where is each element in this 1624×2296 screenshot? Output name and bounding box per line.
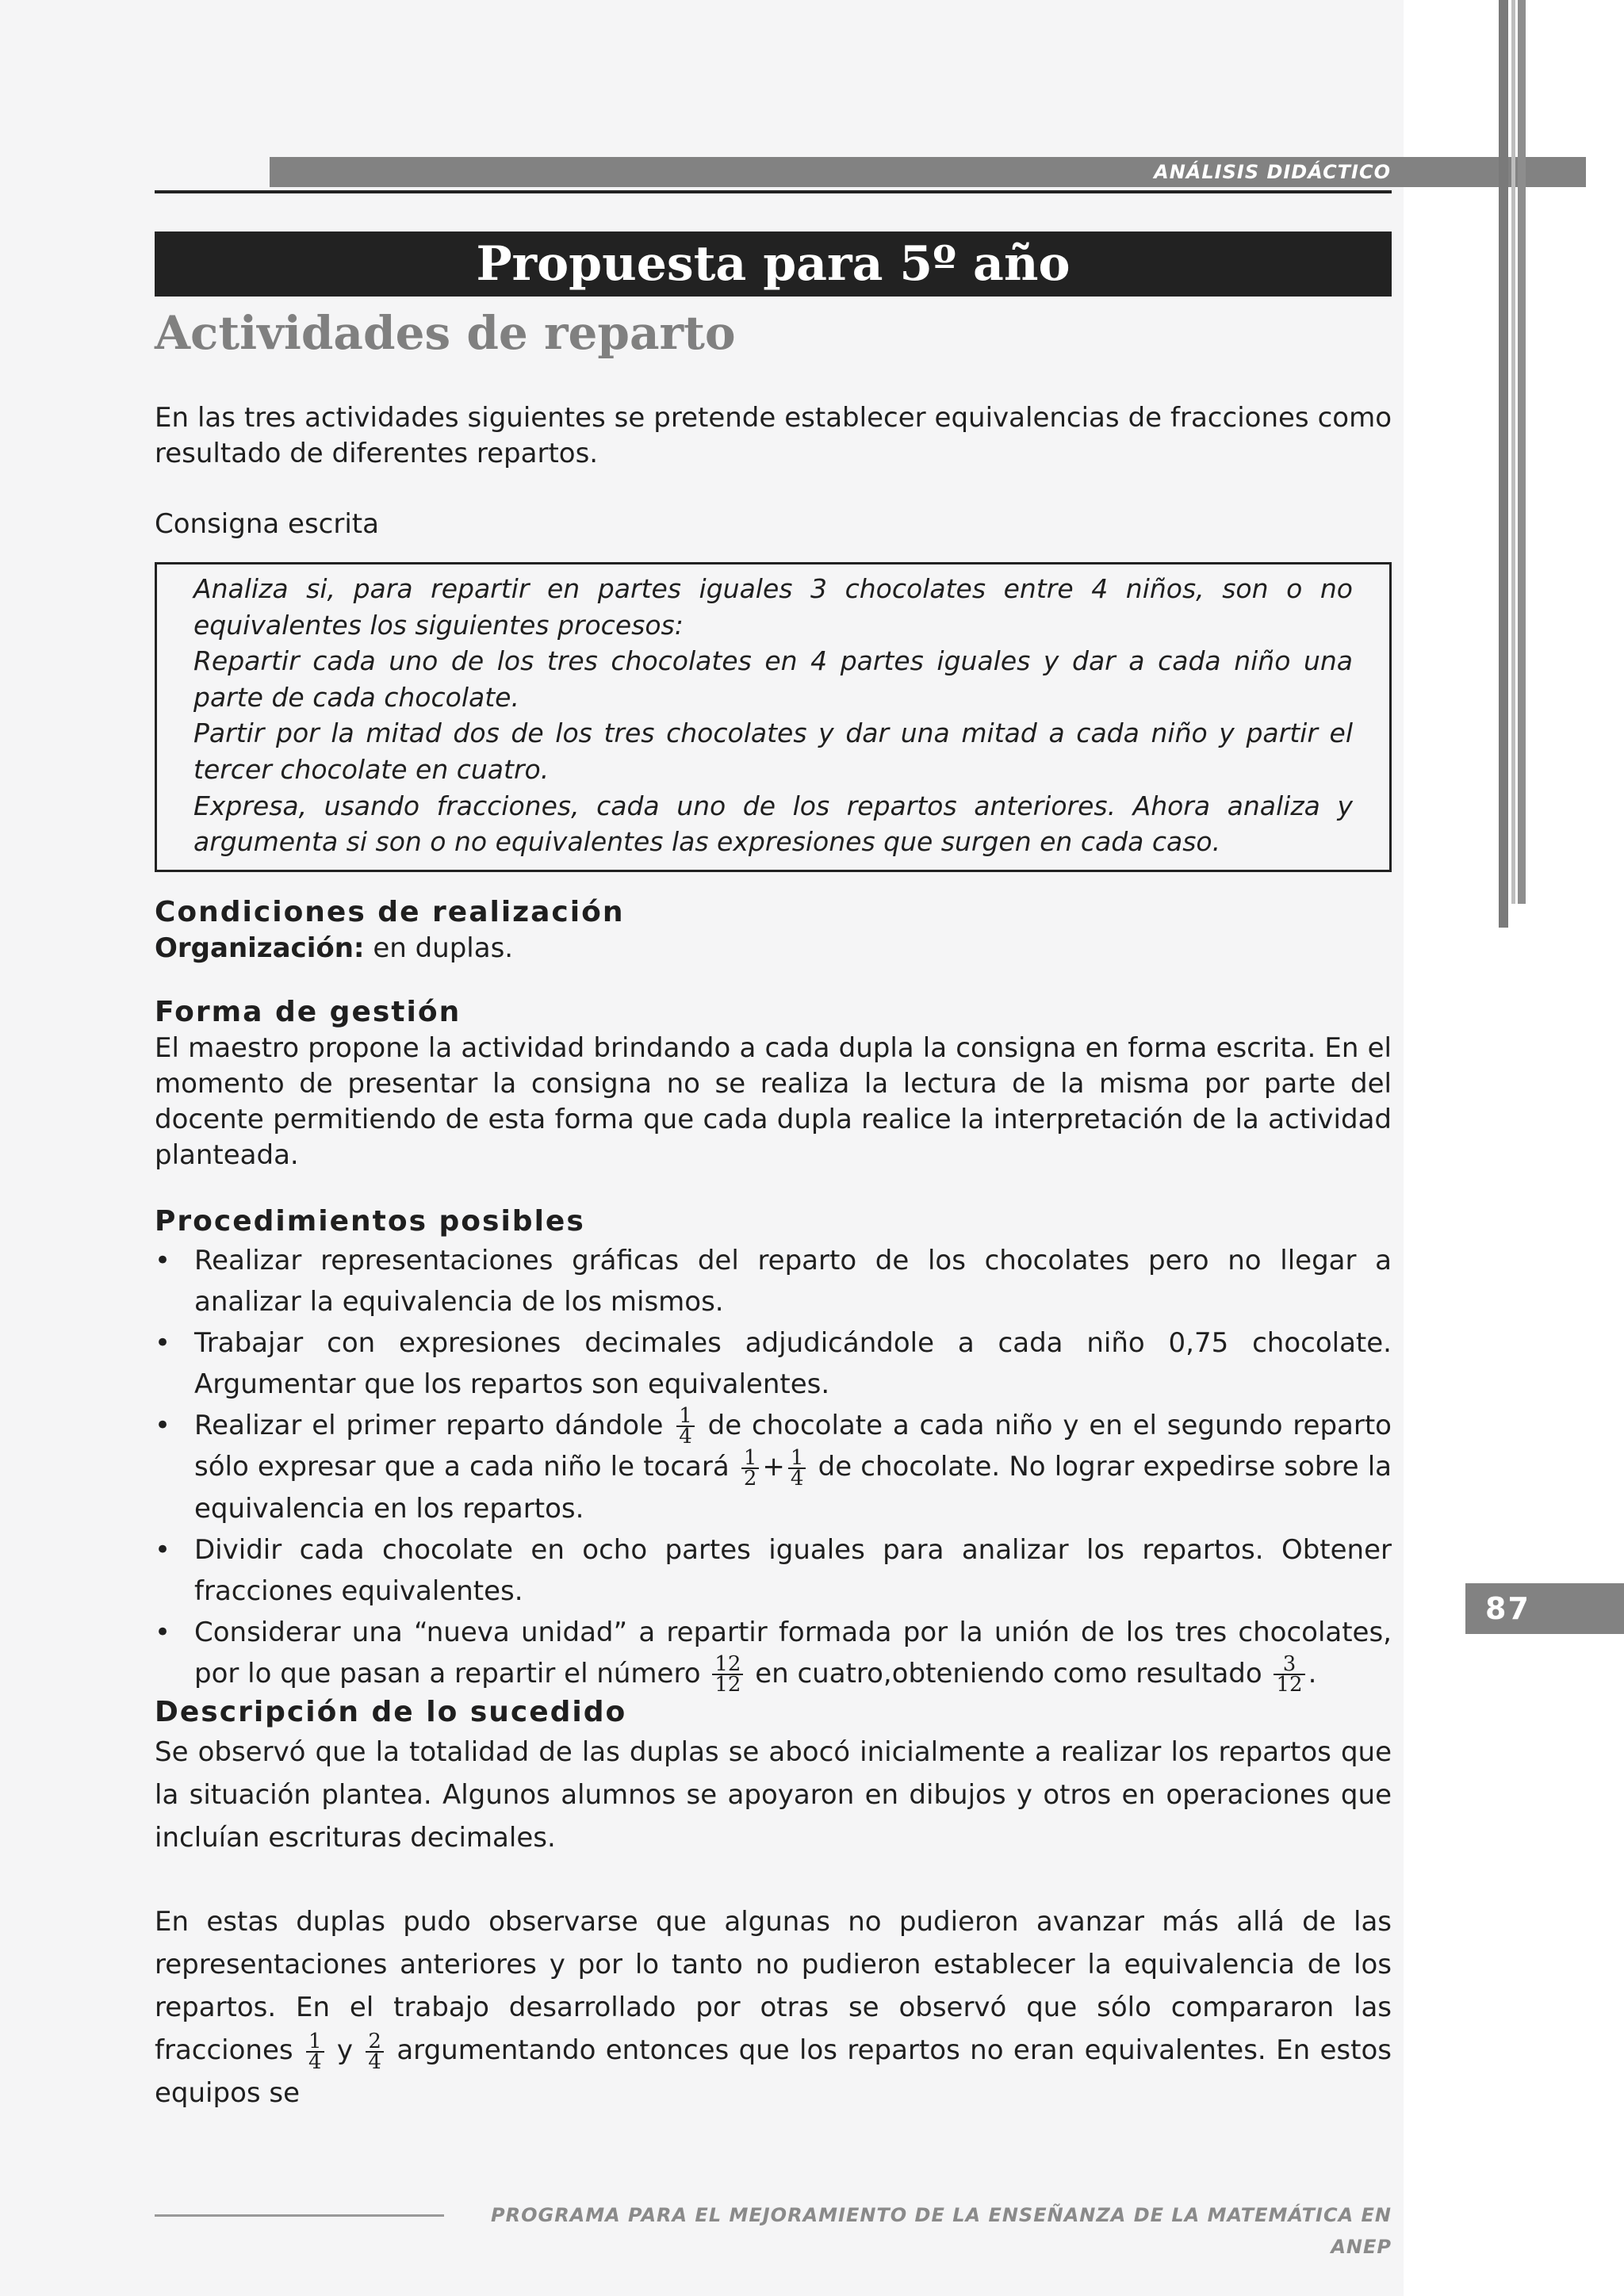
- consigna-text: Partir por la mitad dos de los tres chocolates y dar una mitad a cada niño y partir el tercer chocolate en cuatro.: [193, 718, 1353, 785]
- paragraph-text: y: [327, 2034, 363, 2067]
- main-content: [155, 400, 1392, 2114]
- fraction-denominator: 12: [1276, 1673, 1303, 1697]
- organizacion-value: en duplas.: [364, 932, 514, 964]
- consigna-text: Analiza si, para repartir en partes iguales 3 chocolates entre 4 niños, son o no equivalentes los siguientes procesos:: [193, 573, 1353, 641]
- page-title: Propuesta para 5º año: [155, 232, 1392, 297]
- list-item-text: Considerar una “nueva unidad” a repartir formada por la unión de los tres chocolates, por lo que pasan a repartir el número: [194, 1616, 1392, 1689]
- fraction-numerator: 1: [741, 1448, 760, 1469]
- decorative-vertical-bar: [1511, 0, 1515, 904]
- fraction-numerator: 1: [306, 2032, 324, 2053]
- fraction-numerator: 2: [366, 2032, 384, 2053]
- fraction-denominator: 4: [679, 1425, 692, 1449]
- section-heading: Forma de gestión: [155, 995, 462, 1028]
- descripcion-paragraph: [155, 1900, 1392, 2114]
- header-rule: [155, 190, 1392, 193]
- decorative-vertical-bar: [1518, 0, 1526, 904]
- organizacion-label: Organización:: [155, 932, 365, 964]
- intro-paragraph: En las tres actividades siguientes se pretende establecer equivalencias de fracciones como resultado de diferentes repartos.: [155, 402, 1392, 469]
- list-item: [155, 1405, 1392, 1529]
- footer-rule: [155, 2214, 444, 2217]
- section-label: ANÁLISIS DIDÁCTICO: [1154, 161, 1391, 183]
- list-item: • Dividir cada chocolate en ocho partes iguales para analizar los repartos. Obtener fracciones equivalentes.: [155, 1529, 1392, 1612]
- fraction-denominator: 12: [714, 1673, 741, 1697]
- list-item: • Trabajar con expresiones decimales adjudicándole a cada niño 0,75 chocolate. Argumentar que los repartos son equivalentes.: [155, 1322, 1392, 1405]
- list-item-text: de chocolate a cada niño y en el segundo reparto sólo expresar que a cada niño le tocará: [194, 1409, 1392, 1483]
- fraction: [1274, 1652, 1304, 1697]
- fraction: [306, 2029, 324, 2074]
- fraction: [676, 1404, 695, 1449]
- descripcion-paragraph: Se observó que la totalidad de las duplas se abocó inicialmente a realizar los repartos que la situación plantea. Algunos alumnos se apoyaron en dibujos y otros en operaciones que incluían escrituras decimales.: [155, 1736, 1392, 1854]
- section-heading: Condiciones de realización: [155, 895, 625, 928]
- fraction: [366, 2029, 384, 2074]
- fraction: [712, 1652, 743, 1697]
- consigna-text: Expresa, usando fracciones, cada uno de los repartos anteriores. Ahora analiza y argumenta si son o no equivalentes las expresiones que surgen en cada caso.: [193, 790, 1353, 858]
- paragraph-text: argumentando entonces que los repartos no eran equivalentes. En estos equipos se: [155, 2034, 1392, 2110]
- fraction: [788, 1445, 806, 1490]
- gestion-paragraph: El maestro propone la actividad brindando a cada dupla la consigna en forma escrita. En el momento de presentar la consigna no se realiza la lectura de la misma por parte del docente permitiendo de esta forma que cada dupla realice la interpretación de la actividad planteada.: [155, 1031, 1392, 1171]
- fraction-denominator: 2: [743, 1466, 757, 1490]
- section-heading: Procedimientos posibles: [155, 1204, 585, 1238]
- fraction-denominator: 4: [790, 1466, 804, 1490]
- organizacion-line: [155, 931, 1392, 966]
- decorative-vertical-bar: [1499, 0, 1508, 928]
- list-item-text: .: [1308, 1657, 1317, 1689]
- list-item-text: Realizar el primer reparto dándole: [194, 1409, 674, 1441]
- fraction-numerator: 1: [676, 1406, 695, 1427]
- procedimientos-list: [155, 1240, 1392, 1695]
- consigna-text: Repartir cada uno de los tres chocolates en 4 partes iguales y dar a cada niño una parte de cada chocolate.: [193, 645, 1353, 713]
- fraction-denominator: 4: [368, 2049, 381, 2074]
- footer-text: PROGRAMA PARA EL MEJORAMIENTO DE LA ENSEÑANZA DE LA MATEMÁTICA EN ANEP: [491, 2204, 1392, 2258]
- fraction-denominator: 4: [308, 2049, 322, 2074]
- section-heading: Descripción de lo sucedido: [155, 1696, 627, 1729]
- consigna-box: [155, 562, 1392, 872]
- fraction-numerator: 1: [788, 1448, 806, 1469]
- fraction-numerator: 3: [1274, 1655, 1304, 1675]
- paragraph-text: En estas duplas pudo observarse que algunas no pudieron avanzar más allá de las representaciones anteriores y por lo tanto no pudieron establecer la equivalencia de los repartos. En el trabajo desarrollado por otras se observó que sólo compararon las fracciones: [155, 1906, 1392, 2067]
- page-subtitle: Actividades de reparto: [155, 306, 736, 360]
- list-item-text: de chocolate. No lograr expedirse sobre la equivalencia en los repartos.: [194, 1451, 1392, 1525]
- list-item: • Realizar representaciones gráficas del reparto de los chocolates pero no llegar a analizar la equivalencia de los mismos.: [155, 1240, 1392, 1322]
- fraction: [741, 1445, 760, 1490]
- list-item-text: en cuatro,obteniendo como resultado: [746, 1657, 1271, 1689]
- consigna-label: Consigna escrita: [155, 508, 379, 540]
- fraction-numerator: 12: [712, 1655, 743, 1675]
- page-number: 87: [1465, 1583, 1624, 1634]
- list-item: [155, 1612, 1392, 1695]
- plus-sign: +: [762, 1451, 785, 1483]
